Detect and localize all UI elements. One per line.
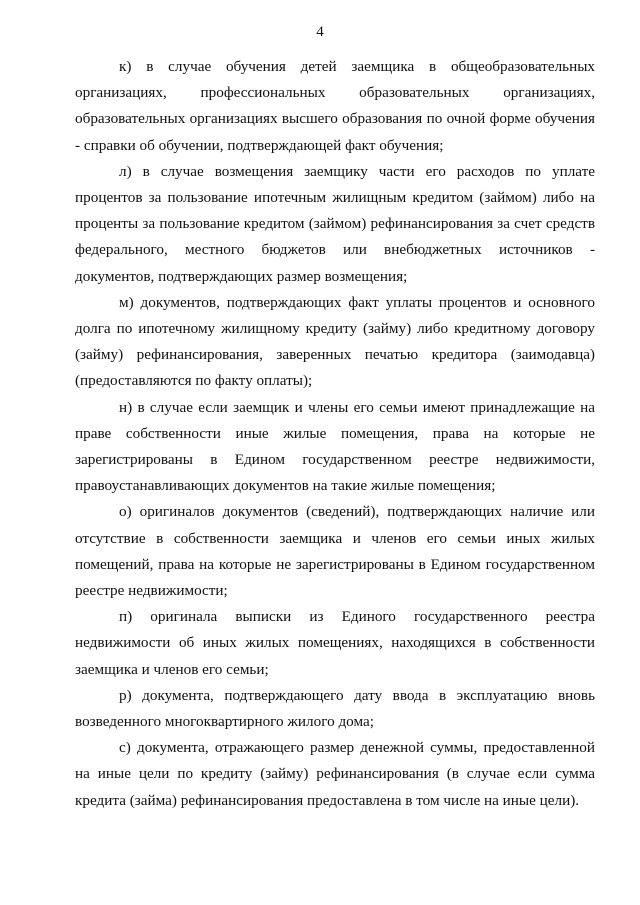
paragraph-n: н) в случае если заемщик и члены его семьи имеют принадлежащие на праве собственности иные жилые помещения, права на которые не зарегистрированы в Едином государственном реестре недвижимости, правоустанавливающих документов на такие жилые помещения;: [75, 398, 595, 495]
paragraph-m: м) документов, подтверждающих факт уплаты процентов и основного долга по ипотечному жилищному кредиту (займу) либо кредитному договору (займу) рефинансирования, заверенных печатью кредитора (заимодавца) (предоставляются по факту оплаты);: [75, 293, 595, 390]
page-number: 4: [316, 24, 324, 40]
paragraph-r: р) документа, подтверждающего дату ввода в эксплуатацию вновь возведенного многоквартирного жилого дома;: [75, 686, 595, 731]
paragraph-k: к) в случае обучения детей заемщика в общеобразовательных организациях, профессиональных образовательных организациях, образовательных организациях высшего образования по очной форме обучения - справки об обучении, подтверждающей факт обучения;: [75, 58, 595, 154]
paragraph-p: п) оригинала выписки из Единого государственного реестра недвижимости об иных жилых помещениях, находящихся в собственности заемщика и членов его семьи;: [75, 608, 595, 678]
paragraph-l: л) в случае возмещения заемщику части его расходов по уплате процентов за пользование ипотечным жилищным кредитом (займом) либо на проценты за пользование кредитом (займом) рефинансирования за счет средств федерального, местного бюджетов или внебюджетных источников - документов, подтверждающих размер возмещения;: [75, 162, 595, 285]
document-body: [75, 54, 595, 814]
paragraph-o: о) оригиналов документов (сведений), подтверждающих наличие или отсутствие в собственности заемщика и членов его семьи иных жилых помещений, права на которые не зарегистрированы в Едином государственном реестре недвижимости;: [75, 503, 595, 600]
paragraph-s: с) документа, отражающего размер денежной суммы, предоставленной на иные цели по кредиту (займу) рефинансирования (в случае если сумма кредита (займа) рефинансирования предоставлена в том числе на иные цели).: [75, 739, 595, 809]
